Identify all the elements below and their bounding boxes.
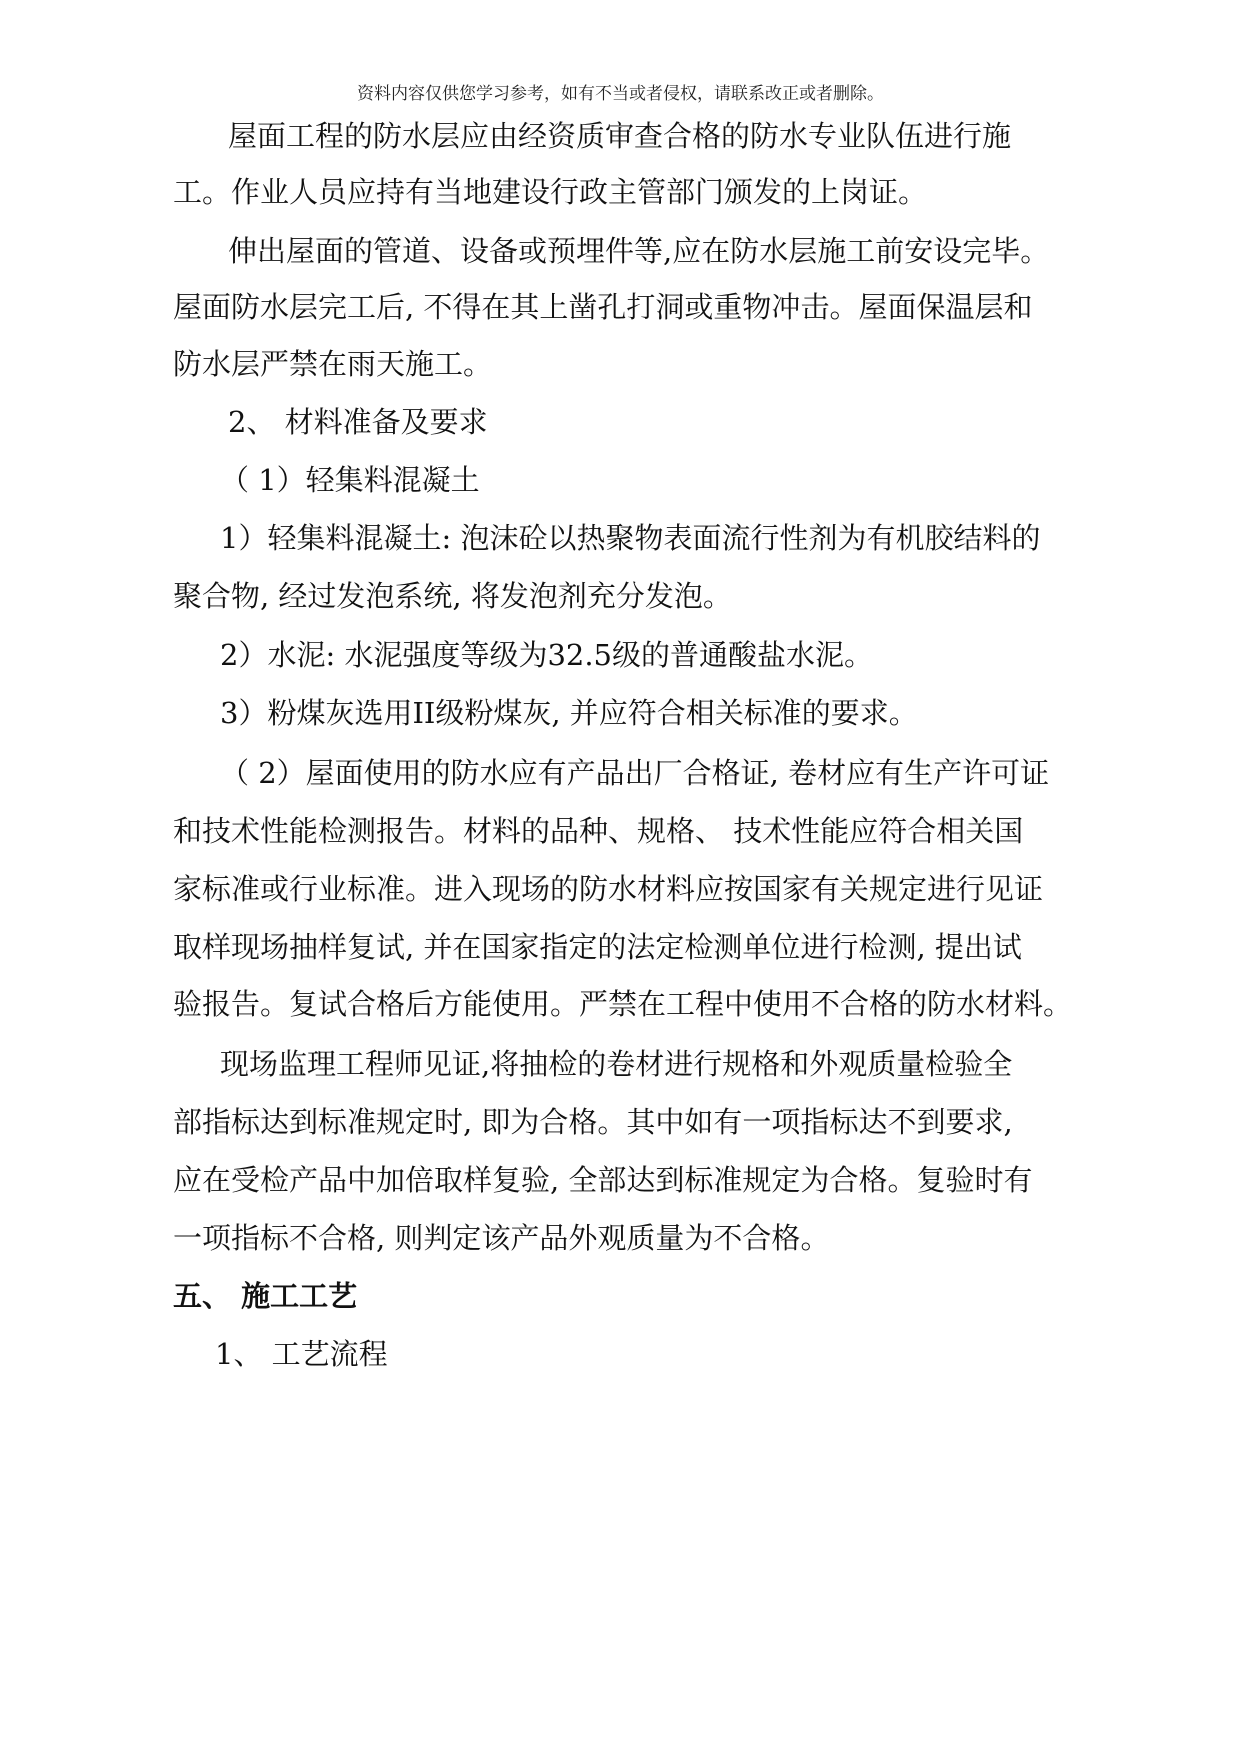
paragraph-line: 取样现场抽样复试, 并在国家指定的法定检测单位进行检测, 提出试 — [173, 930, 1022, 964]
paragraph-line: （ 2）屋面使用的防水应有产品出厂合格证, 卷材应有生产许可证 — [220, 756, 1050, 790]
chapter-heading: 五、 施工工艺 — [173, 1279, 358, 1313]
section-heading: 1、 工艺流程 — [215, 1337, 388, 1371]
paragraph-line: 3）粉煤灰选用II级粉煤灰, 并应符合相关标准的要求。 — [220, 696, 918, 730]
paragraph-line: 家标准或行业标准。进入现场的防水材料应按国家有关规定进行见证 — [173, 872, 1044, 906]
paragraph-line: 2）水泥: 水泥强度等级为32.5级的普通酸盐水泥。 — [220, 638, 874, 672]
paragraph-line: 现场监理工程师见证,将抽检的卷材进行规格和外观质量检验全 — [220, 1047, 1013, 1081]
subsection-heading: （ 1）轻集料混凝土 — [220, 463, 480, 497]
section-heading: 2、 材料准备及要求 — [228, 405, 488, 439]
paragraph-line: 聚合物, 经过发泡系统, 将发泡剂充分发泡。 — [173, 579, 732, 613]
paragraph-line: 验报告。复试合格后方能使用。严禁在工程中使用不合格的防水材料。 — [173, 987, 1073, 1021]
paragraph-line: 和技术性能检测报告。材料的品种、规格、 技术性能应符合相关国 — [173, 814, 1024, 848]
paragraph-line: 屋面工程的防水层应由经资质审查合格的防水专业队伍进行施 — [228, 119, 1012, 153]
paragraph-line: 防水层严禁在雨天施工。 — [173, 347, 493, 381]
paragraph-line: 工。作业人员应持有当地建设行政主管部门颁发的上岗证。 — [173, 175, 928, 209]
paragraph-line: 一项指标不合格, 则判定该产品外观质量为不合格。 — [173, 1221, 830, 1255]
paragraph-line: 应在受检产品中加倍取样复验, 全部达到标准规定为合格。复验时有 — [173, 1163, 1033, 1197]
paragraph-line: 部指标达到标准规定时, 即为合格。其中如有一项指标达不到要求, — [173, 1105, 1013, 1139]
disclaimer-header: 资料内容仅供您学习参考，如有不当或者侵权，请联系改正或者删除。 — [357, 84, 884, 104]
paragraph-line: 1）轻集料混凝土: 泡沫砼以热聚物表面流行性剂为有机胶结料的 — [220, 521, 1041, 555]
paragraph-line: 屋面防水层完工后, 不得在其上凿孔打洞或重物冲击。屋面保温层和 — [173, 290, 1033, 324]
paragraph-line: 伸出屋面的管道、设备或预埋件等,应在防水层施工前安设完毕。 — [228, 234, 1050, 268]
